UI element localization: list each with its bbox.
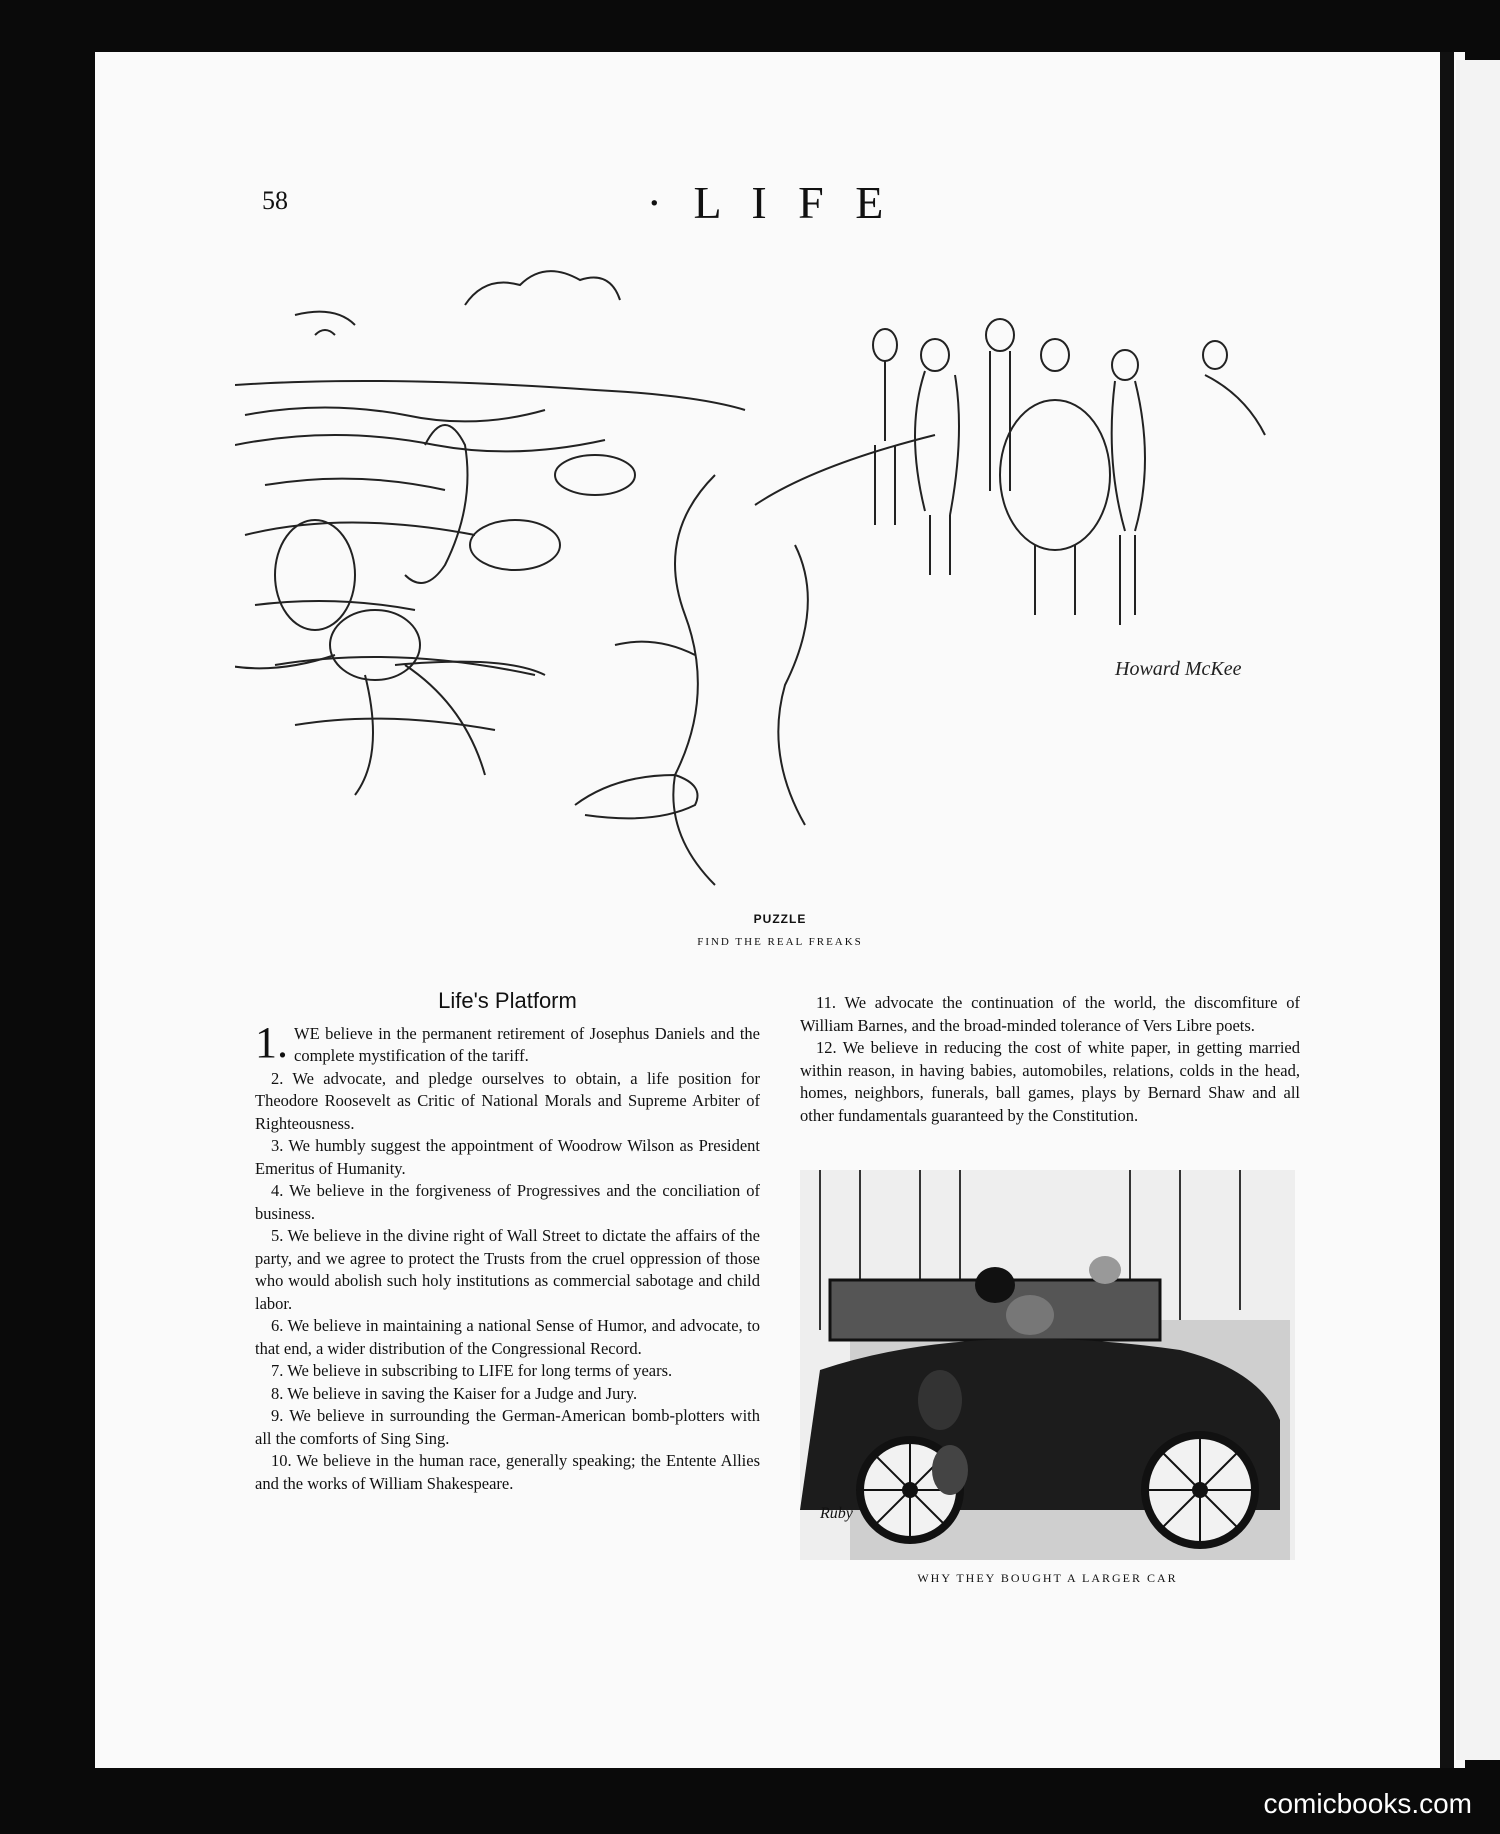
drop-numeral: 1. (255, 1017, 288, 1067)
article-paragraph-10: 10. We believe in the human race, generally speaking; the Entente Allies and the works of William Shakespeare. (255, 1451, 760, 1493)
article-paragraph-9: 9. We believe in surrounding the German-American bomb-plotters with all the comforts of Sing Sing. (255, 1406, 760, 1448)
car-cartoon (800, 1170, 1295, 1560)
article-paragraph-7: 7. We believe in subscribing to LIFE for long terms of years. (271, 1361, 673, 1380)
article-paragraph-5: 5. We believe in the divine right of Wall Street to dictate the affairs of the party, and we agree to protect the Trusts from the cruel oppression of those who would abolish such holy institutions as commercial sabotage and child labor. (255, 1226, 760, 1313)
facing-page-edge (1456, 60, 1500, 1760)
article-paragraph-6: 6. We believe in maintaining a national Sense of Humor, and advocate, to that end, a wider distribution of the Congressional Record. (255, 1316, 760, 1358)
masthead: · L I F E · (646, 177, 894, 281)
beach-cartoon (235, 245, 1325, 910)
article-paragraph-2: 2. We advocate, and pledge ourselves to obtain, a life position for Theodore Roosevelt as Critic of National Morals and Supreme Arbiter of Righteousness. (255, 1068, 760, 1133)
article-left-column (255, 990, 760, 1495)
page-number: 58 (262, 186, 288, 215)
article-paragraph-3: 3. We humbly suggest the appointment of Woodrow Wilson as President Emeritus of Humanity. (255, 1136, 760, 1178)
article-right-column (800, 992, 1300, 1127)
beach-cartoon-caption-subtitle: FIND THE REAL FREAKS (697, 936, 863, 948)
article-paragraph-4: 4. We believe in the forgiveness of Progressives and the conciliation of business. (255, 1181, 760, 1223)
article-paragraph-11: 11. We advocate the continuation of the world, the discomfiture of William Barnes, and the broad-minded tolerance of Vers Libre poets. (800, 993, 1300, 1035)
article-heading: Life's Platform (438, 988, 577, 1013)
article-paragraph-1: 1. WE believe in the permanent retirement of Josephus Daniels and the complete mystification of the tariff. (255, 1017, 760, 1067)
car-cartoon-signature: Ruby (820, 1505, 853, 1522)
beach-cartoon-caption-title: PUZZLE (753, 912, 807, 926)
watermark: comicbooks.com (1263, 1788, 1472, 1819)
beach-cartoon-signature: Howard McKee (1115, 658, 1242, 680)
article-paragraph-8: 8. We believe in saving the Kaiser for a Judge and Jury. (271, 1383, 638, 1403)
car-cartoon-caption: WHY THEY BOUGHT A LARGER CAR (917, 1571, 1178, 1585)
page-gutter (1440, 52, 1454, 1768)
article-paragraph-12: 12. We believe in reducing the cost of white paper, in getting married within reason, in having babies, automobiles, relations, colds in the head, homes, neighbors, funerals, ball games, plays by Bernard Shaw and all other fundamentals guaranteed by the Constitution. (800, 1038, 1300, 1125)
